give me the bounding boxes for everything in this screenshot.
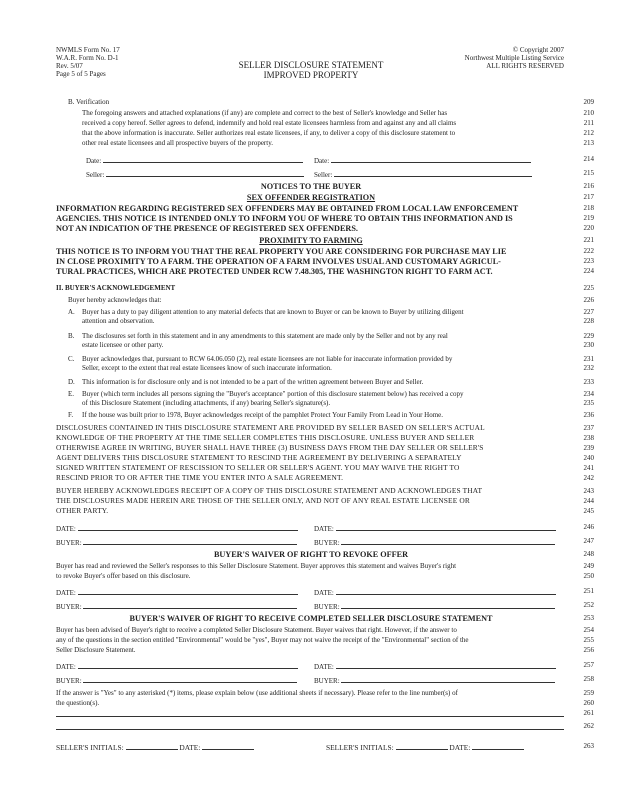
date-label: DATE: bbox=[449, 743, 471, 752]
line-number: 232 bbox=[583, 364, 594, 372]
date-label: Date: bbox=[86, 157, 102, 165]
buyer-signature-field[interactable] bbox=[83, 675, 297, 683]
footer-initials-row-2 bbox=[326, 742, 524, 752]
date-field[interactable] bbox=[336, 661, 556, 669]
ack-item-text: If the house was built prior to 1978, Buyer acknowledges receipt of the pamphlet Protect Your Family From Lead in Your Home. bbox=[82, 411, 444, 419]
waiver-date-row bbox=[56, 587, 298, 597]
line-number: 246 bbox=[583, 523, 594, 531]
verification-text: received a copy hereof. Seller agrees to defend, indemnify and hold real estate licensees harmless from and against any and all claims bbox=[82, 119, 457, 127]
line-number: 209 bbox=[583, 98, 594, 106]
line-number: 224 bbox=[583, 267, 594, 275]
ack-item-text: estate licensee or other party. bbox=[82, 341, 164, 349]
line-number: 214 bbox=[583, 155, 594, 163]
line-number: 238 bbox=[583, 434, 594, 442]
document-title: SELLER DISCLOSURE STATEMENT bbox=[238, 60, 384, 70]
sex-offender-text: AGENCIES. THIS NOTICE IS INTENDED ONLY TO INFORM YOU OF WHERE TO OBTAIN THIS INFORMATION AND IS bbox=[56, 214, 513, 223]
buyer-sign-row-2 bbox=[314, 537, 555, 547]
line-number: 237 bbox=[583, 424, 594, 432]
document-subtitle: IMPROVED PROPERTY bbox=[263, 70, 359, 80]
line-number: 227 bbox=[583, 308, 594, 316]
buyer-label: BUYER: bbox=[56, 603, 82, 611]
line-number: 261 bbox=[583, 709, 594, 717]
date-field[interactable] bbox=[103, 155, 303, 163]
ack-item-text: This information is for disclosure only and is not intended to be a part of the written agreement between Buyer and Seller. bbox=[82, 378, 424, 386]
waiver-date-row-2 bbox=[314, 587, 556, 597]
line-number: 255 bbox=[583, 636, 594, 644]
buyer-label: BUYER: bbox=[56, 677, 82, 685]
line-number: 250 bbox=[583, 572, 594, 580]
explain-text: If the answer is "Yes" to any asterisked (*) items, please explain below (use additional sheets if necessary). Please refer to the line number(s) of bbox=[56, 689, 458, 697]
rescission-text: SIGNED WRITTEN STATEMENT OF RESCISSION TO SELLER OR SELLER'S AGENT. YOU MAY WAIVE THE RIGHT TO bbox=[56, 463, 460, 472]
ack-item-letter: E. bbox=[68, 390, 75, 398]
seller-signature-field[interactable] bbox=[106, 169, 304, 177]
ack-item-letter: A. bbox=[68, 308, 75, 316]
buyer-label: BUYER: bbox=[314, 677, 340, 685]
waiver-revoke-heading: BUYER'S WAIVER OF RIGHT TO REVOKE OFFER bbox=[213, 550, 409, 559]
form-number-nwmls: NWMLS Form No. 17 bbox=[56, 46, 120, 54]
line-number: 242 bbox=[583, 474, 594, 482]
ack-item-text: Buyer acknowledges that, pursuant to RCW 64.06.050 (2), real estate licensees are not liable for inaccurate information provided by bbox=[82, 355, 453, 363]
line-number: 241 bbox=[583, 464, 594, 472]
date-label: Date: bbox=[314, 157, 330, 165]
date-label: DATE: bbox=[314, 525, 334, 533]
rescission-text: KNOWLEDGE OF THE PROPERTY AT THE TIME SELLER COMPLETES THIS DISCLOSURE. UNLESS BUYER AND SELLER bbox=[56, 433, 475, 442]
line-number: 244 bbox=[583, 497, 594, 505]
ack-item-text: of this Disclosure Statement (including attachments, if any) bearing Seller's signature(s). bbox=[82, 399, 331, 407]
buyer-label: BUYER: bbox=[314, 539, 340, 547]
buyer-signature-field[interactable] bbox=[341, 537, 555, 545]
waiver-revoke-text: Buyer has read and reviewed the Seller's responses to this Seller Disclosure Statement. Buyer approves this statement and waives Buyer's right bbox=[56, 562, 457, 570]
buyer-signature-field[interactable] bbox=[83, 601, 297, 609]
line-number: 226 bbox=[583, 296, 594, 304]
date-field[interactable] bbox=[336, 587, 556, 595]
waiver-revoke-text: to revoke Buyer's offer based on this disclosure. bbox=[56, 572, 191, 580]
ack-item-text: Buyer has a duty to pay diligent attention to any material defects that are known to Buyer or can be known to Buyer by utilizing diligent bbox=[82, 308, 464, 316]
receipt-text: BUYER HEREBY ACKNOWLEDGES RECEIPT OF A COPY OF THIS DISCLOSURE STATEMENT AND ACKNOWLEDGES THAT bbox=[56, 486, 483, 495]
date-label: DATE: bbox=[56, 589, 76, 597]
line-number: 243 bbox=[583, 487, 594, 495]
copyright: © Copyright 2007 bbox=[512, 46, 564, 54]
line-number: 213 bbox=[583, 139, 594, 147]
waiver-buyer-row bbox=[56, 601, 297, 611]
date-field[interactable] bbox=[472, 742, 524, 750]
waiver-receive-heading: BUYER'S WAIVER OF RIGHT TO RECEIVE COMPLETED SELLER DISCLOSURE STATEMENT bbox=[129, 614, 493, 623]
receive-buyer-row-2 bbox=[314, 675, 555, 685]
copyright-owner: Northwest Multiple Listing Service bbox=[464, 54, 564, 62]
verification-text: that the above information is inaccurate. Seller authorizes real estate licensees, if any, to deliver a copy of this disclosure statement to bbox=[82, 129, 456, 137]
verification-text: The foregoing answers and attached explanations (if any) are complete and correct to the best of Seller's knowledge and Seller has bbox=[82, 109, 448, 117]
line-number: 221 bbox=[583, 236, 594, 244]
line-number: 260 bbox=[583, 699, 594, 707]
explain-text: the question(s). bbox=[56, 699, 100, 707]
explain-line[interactable] bbox=[56, 716, 564, 717]
sex-offender-heading: SEX OFFENDER REGISTRATION bbox=[246, 193, 376, 202]
line-number: 234 bbox=[583, 390, 594, 398]
verification-text: other real estate licensees and all prospective buyers of the property. bbox=[82, 139, 273, 147]
waiver-receive-text: any of the questions in the section entitled "Environmental" would be "yes", Buyer may not waive the receipt of the "Environmental" section of the bbox=[56, 636, 469, 644]
line-number: 253 bbox=[583, 614, 594, 622]
buyer-label: BUYER: bbox=[314, 603, 340, 611]
seller-initials-label: SELLER'S INITIALS: bbox=[56, 743, 124, 752]
line-number: 233 bbox=[583, 378, 594, 386]
footer-initials-row bbox=[56, 742, 254, 752]
date-field[interactable] bbox=[331, 155, 531, 163]
farming-heading: PROXIMITY TO FARMING bbox=[259, 236, 363, 245]
ack-heading: II. BUYER'S ACKNOWLEDGEMENT bbox=[56, 284, 176, 292]
date-field[interactable] bbox=[336, 523, 556, 531]
sex-offender-text: NOT AN INDICATION OF THE PRESENCE OF REGISTERED SEX OFFENDERS. bbox=[56, 224, 358, 233]
line-number: 262 bbox=[583, 722, 594, 730]
date-label: DATE: bbox=[56, 663, 76, 671]
buyer-sign-row bbox=[56, 537, 297, 547]
line-number: 258 bbox=[583, 675, 594, 683]
form-number-war: W.A.R. Form No. D-1 bbox=[56, 54, 119, 62]
rescission-text: DISCLOSURES CONTAINED IN THIS DISCLOSURE STATEMENT ARE PROVIDED BY SELLER BASED ON SELLER'S ACTUAL bbox=[56, 423, 485, 432]
rights-reserved: ALL RIGHTS RESERVED bbox=[486, 62, 564, 70]
farming-text: THIS NOTICE IS TO INFORM YOU THAT THE REAL PROPERTY YOU ARE CONSIDERING FOR PURCHASE MAY LIE bbox=[56, 247, 507, 256]
ack-item-letter: F. bbox=[68, 411, 74, 419]
ack-item-text: The disclosures set forth in this statement and in any amendments to this statement are made only by the Seller and not by any real bbox=[82, 332, 448, 340]
sex-offender-text: INFORMATION REGARDING REGISTERED SEX OFFENDERS MAY BE OBTAINED FROM LOCAL LAW ENFORCEMENT bbox=[56, 204, 519, 213]
line-number: 256 bbox=[583, 646, 594, 654]
line-number: 263 bbox=[583, 742, 594, 750]
line-number: 210 bbox=[583, 109, 594, 117]
buyer-date-row bbox=[56, 523, 298, 533]
rescission-text: RESCIND PRIOR TO OR AFTER THE TIME YOU ENTER INTO A SALE AGREEMENT. bbox=[56, 473, 344, 482]
ack-item-text: attention and observation. bbox=[82, 317, 155, 325]
line-number: 230 bbox=[583, 341, 594, 349]
waiver-receive-text: Buyer has been advised of Buyer's right to receive a completed Seller Disclosure Statement. Buyer waives that right. However, if the answer to bbox=[56, 626, 457, 634]
waiver-buyer-row-2 bbox=[314, 601, 555, 611]
date-field[interactable] bbox=[202, 742, 254, 750]
line-number: 239 bbox=[583, 444, 594, 452]
date-label: DATE: bbox=[314, 663, 334, 671]
line-number: 228 bbox=[583, 317, 594, 325]
farming-text: IN CLOSE PROXIMITY TO A FARM. THE OPERATION OF A FARM INVOLVES USUAL AND CUSTOMARY AGRICUL- bbox=[56, 257, 501, 266]
seller-signature-field[interactable] bbox=[334, 169, 532, 177]
receive-buyer-row bbox=[56, 675, 297, 685]
line-number: 225 bbox=[583, 284, 594, 292]
page-count: Page 5 of 5 Pages bbox=[56, 70, 106, 78]
line-number: 235 bbox=[583, 399, 594, 407]
ack-item-text: Buyer (which term includes all persons signing the "Buyer's acceptance" portion of this disclosure statement below) has received a copy bbox=[82, 390, 464, 398]
receive-date-row bbox=[56, 661, 298, 671]
line-number: 252 bbox=[583, 601, 594, 609]
ack-item-letter: B. bbox=[68, 332, 75, 340]
notices-heading: NOTICES TO THE BUYER bbox=[260, 182, 362, 191]
line-number: 220 bbox=[583, 224, 594, 232]
seller-label: Seller: bbox=[86, 171, 105, 179]
buyer-signature-field[interactable] bbox=[83, 537, 297, 545]
receipt-text: THE DISCLOSURES MADE HEREIN ARE THOSE OF THE SELLER ONLY, AND NOT OF ANY REAL ESTATE LICENSEE OR bbox=[56, 496, 470, 505]
form-revision: Rev. 5/07 bbox=[56, 62, 83, 70]
verification-seller-row-2 bbox=[314, 169, 532, 179]
line-number: 231 bbox=[583, 355, 594, 363]
line-number: 219 bbox=[583, 214, 594, 222]
line-number: 248 bbox=[583, 550, 594, 558]
waiver-receive-text: Seller Disclosure Statement. bbox=[56, 646, 136, 654]
buyer-date-row-2 bbox=[314, 523, 556, 533]
ack-item-letter: D. bbox=[68, 378, 75, 386]
line-number: 240 bbox=[583, 454, 594, 462]
line-number: 245 bbox=[583, 507, 594, 515]
farming-text: TURAL PRACTICES, WHICH ARE PROTECTED UNDER RCW 7.48.305, THE WASHINGTON RIGHT TO FARM ACT. bbox=[56, 267, 493, 276]
buyer-signature-field[interactable] bbox=[341, 601, 555, 609]
verification-date-row bbox=[86, 155, 303, 165]
line-number: 249 bbox=[583, 562, 594, 570]
line-number: 259 bbox=[583, 689, 594, 697]
seller-initials-field[interactable] bbox=[396, 742, 448, 750]
verification-heading: B. Verification bbox=[68, 98, 110, 106]
seller-initials-label: SELLER'S INITIALS: bbox=[326, 743, 394, 752]
line-number: 217 bbox=[583, 193, 594, 201]
verification-date-row-2 bbox=[314, 155, 531, 165]
line-number: 251 bbox=[583, 587, 594, 595]
date-field[interactable] bbox=[78, 523, 298, 531]
ack-item-letter: C. bbox=[68, 355, 75, 363]
line-number: 222 bbox=[583, 247, 594, 255]
line-number: 247 bbox=[583, 537, 594, 545]
line-number: 211 bbox=[583, 119, 594, 127]
buyer-label: BUYER: bbox=[56, 539, 82, 547]
receive-date-row-2 bbox=[314, 661, 556, 671]
line-number: 215 bbox=[583, 169, 594, 177]
line-number: 254 bbox=[583, 626, 594, 634]
date-label: DATE: bbox=[179, 743, 201, 752]
line-number: 216 bbox=[583, 182, 594, 190]
line-number: 236 bbox=[583, 411, 594, 419]
date-label: DATE: bbox=[314, 589, 334, 597]
line-number: 257 bbox=[583, 661, 594, 669]
receipt-text: OTHER PARTY. bbox=[56, 506, 109, 515]
line-number: 218 bbox=[583, 204, 594, 212]
line-number: 229 bbox=[583, 332, 594, 340]
verification-seller-row bbox=[86, 169, 304, 179]
rescission-text: OTHERWISE AGREE IN WRITING, BUYER SHALL HAVE THREE (3) BUSINESS DAYS FROM THE DAY SELLER OR SELLER'S bbox=[56, 443, 484, 452]
explain-line[interactable] bbox=[56, 729, 564, 730]
buyer-signature-field[interactable] bbox=[341, 675, 555, 683]
seller-initials-field[interactable] bbox=[126, 742, 178, 750]
seller-label: Seller: bbox=[314, 171, 333, 179]
date-label: DATE: bbox=[56, 525, 76, 533]
rescission-text: AGENT DELIVERS THIS DISCLOSURE STATEMENT TO RESCIND THE AGREEMENT BY DELIVERING A SEPARATELY bbox=[56, 453, 462, 462]
line-number: 212 bbox=[583, 129, 594, 137]
date-field[interactable] bbox=[78, 661, 298, 669]
ack-intro: Buyer hereby acknowledges that: bbox=[68, 296, 162, 304]
line-number: 223 bbox=[583, 257, 594, 265]
date-field[interactable] bbox=[78, 587, 298, 595]
ack-item-text: Seller, except to the extent that real estate licensees know of such inaccurate information. bbox=[82, 364, 332, 372]
